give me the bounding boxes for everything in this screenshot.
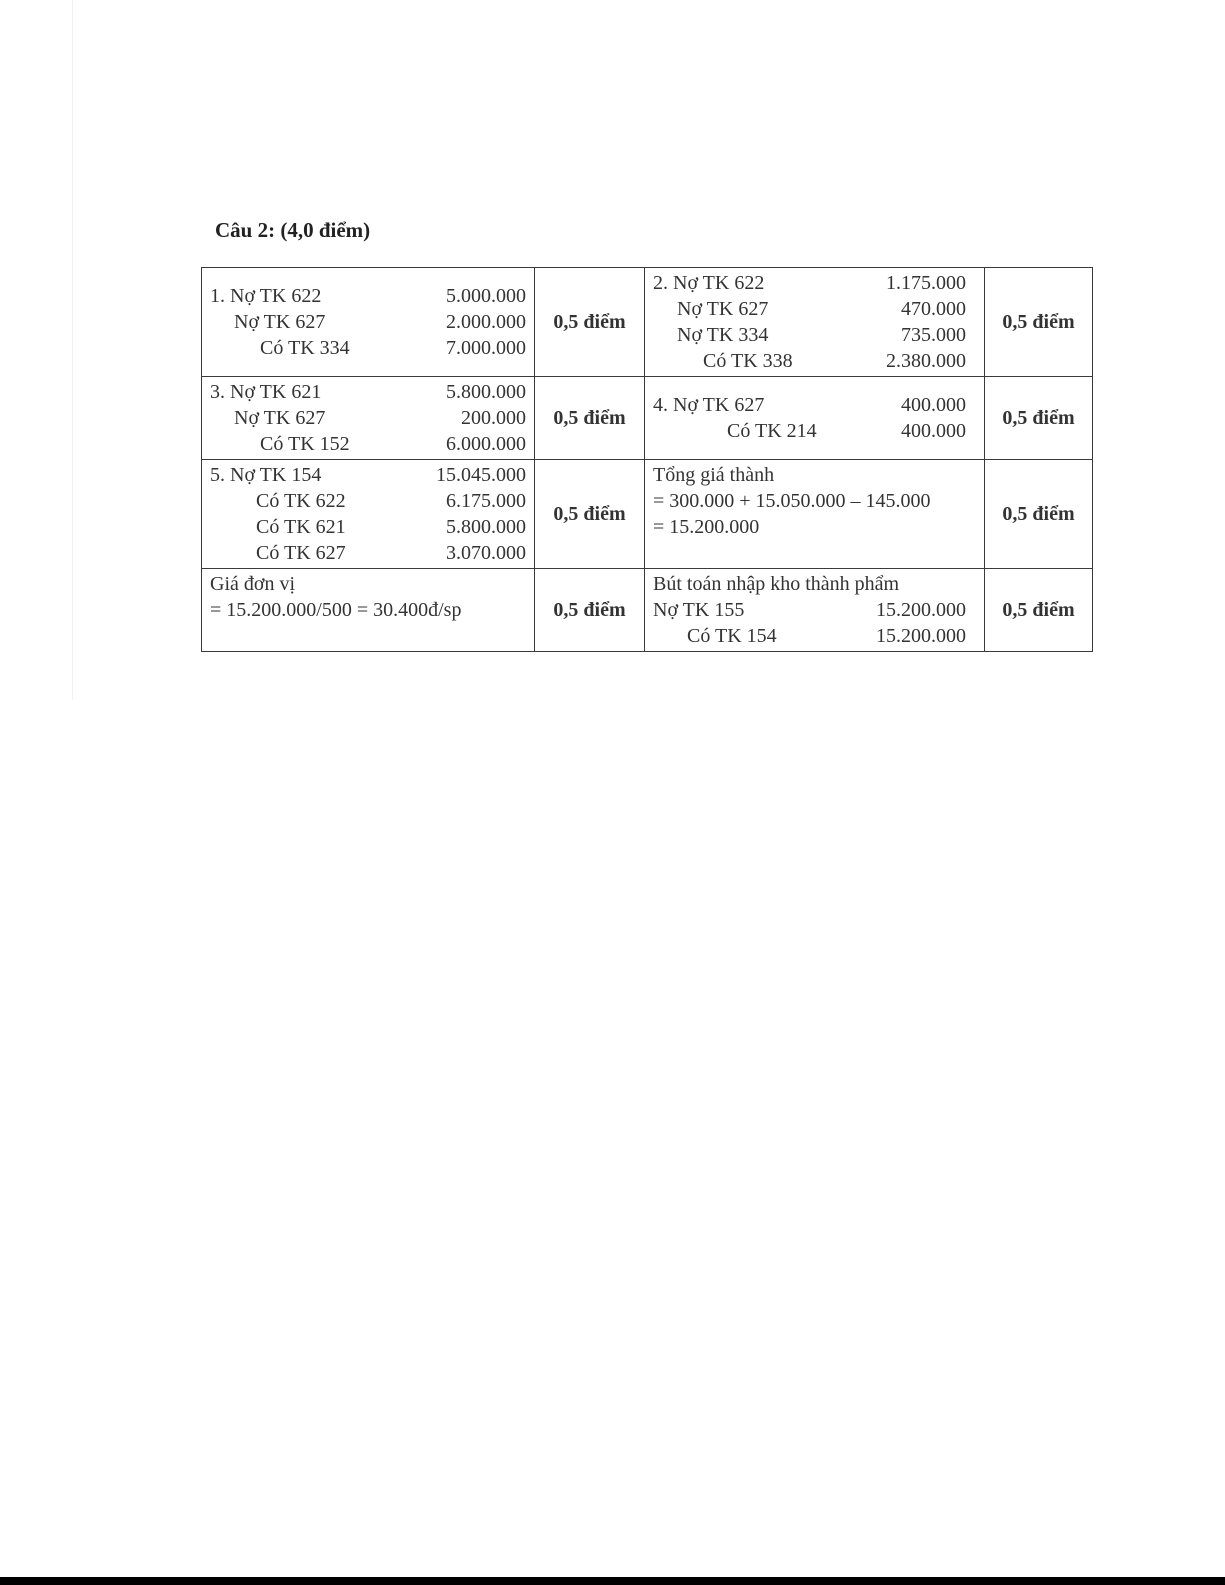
score-cell: 0,5 điểm — [535, 460, 645, 569]
entry-line — [653, 270, 978, 296]
amount-value: 200.000 — [461, 407, 526, 429]
amount-value: 2.000.000 — [446, 311, 526, 333]
amount-value: 1.175.000 — [886, 272, 966, 294]
entry-line — [210, 405, 528, 431]
amount-value: 5.800.000 — [446, 516, 526, 538]
entry-3-cell — [202, 377, 535, 460]
amount-value: 6.175.000 — [446, 490, 526, 512]
account-label: Có TK 627 — [256, 542, 346, 564]
entry-5-cell — [202, 460, 535, 569]
amount-value: 2.380.000 — [886, 350, 966, 372]
amount-value: 15.045.000 — [436, 464, 526, 486]
entry-line — [210, 462, 528, 488]
account-label: Nợ TK 334 — [677, 324, 769, 346]
table-row — [202, 268, 1093, 377]
entry-line — [653, 322, 978, 348]
amount-value: 15.200.000 — [876, 599, 966, 621]
total-cost-result: = 15.200.000 — [653, 516, 760, 538]
entry-1-cell — [202, 268, 535, 377]
score-cell: 0,5 điểm — [535, 377, 645, 460]
unit-price-label: Giá đơn vị — [210, 573, 296, 595]
total-cost-cell — [645, 460, 985, 569]
account-label: 4. Nợ TK 627 — [653, 394, 765, 416]
account-label: 2. Nợ TK 622 — [653, 272, 765, 294]
table-row — [202, 569, 1093, 652]
entry-line — [210, 488, 528, 514]
warehouse-entry-label: Bút toán nhập kho thành phẩm — [653, 573, 900, 595]
amount-value: 3.070.000 — [446, 542, 526, 564]
amount-value: 735.000 — [901, 324, 966, 346]
score-cell: 0,5 điểm — [985, 460, 1093, 569]
account-label: Có TK 622 — [256, 490, 346, 512]
account-label: Nợ TK 627 — [677, 298, 769, 320]
entry-line — [210, 431, 528, 457]
score-cell: 0,5 điểm — [985, 268, 1093, 377]
entry-line — [210, 283, 528, 309]
entry-4-cell — [645, 377, 985, 460]
account-label: Có TK 621 — [256, 516, 346, 538]
amount-value: 400.000 — [901, 394, 966, 416]
entry-line — [210, 335, 528, 361]
account-label: Nợ TK 627 — [234, 311, 326, 333]
entry-line — [653, 597, 978, 623]
table-row — [202, 377, 1093, 460]
amount-value: 5.000.000 — [446, 285, 526, 307]
amount-value: 7.000.000 — [446, 337, 526, 359]
entry-2-cell — [645, 268, 985, 377]
amount-value: 6.000.000 — [446, 433, 526, 455]
scan-bottom-edge — [0, 1577, 1225, 1585]
account-label: 1. Nợ TK 622 — [210, 285, 322, 307]
account-label: Có TK 154 — [687, 625, 777, 647]
entry-line — [653, 418, 978, 444]
total-cost-formula: = 300.000 + 15.050.000 – 145.000 — [653, 490, 931, 512]
score-cell: 0,5 điểm — [985, 377, 1093, 460]
entry-line — [653, 348, 978, 374]
account-label: Có TK 338 — [703, 350, 793, 372]
amount-value: 15.200.000 — [876, 625, 966, 647]
account-label: Nợ TK 627 — [234, 407, 326, 429]
entry-line — [210, 309, 528, 335]
table-row — [202, 460, 1093, 569]
warehouse-entry-cell — [645, 569, 985, 652]
entry-line — [210, 514, 528, 540]
account-label: Có TK 334 — [260, 337, 350, 359]
total-cost-label: Tổng giá thành — [653, 464, 775, 486]
amount-value: 400.000 — [901, 420, 966, 442]
entry-line — [653, 623, 978, 649]
amount-value: 470.000 — [901, 298, 966, 320]
question-heading: Câu 2: (4,0 điểm) — [215, 218, 371, 242]
account-label: Có TK 152 — [260, 433, 350, 455]
score-cell: 0,5 điểm — [535, 569, 645, 652]
entry-line — [210, 379, 528, 405]
account-label: 3. Nợ TK 621 — [210, 381, 322, 403]
account-label: 5. Nợ TK 154 — [210, 464, 322, 486]
unit-price-cell — [202, 569, 535, 652]
amount-value: 5.800.000 — [446, 381, 526, 403]
answer-table — [201, 267, 1093, 652]
scan-edge — [72, 0, 73, 700]
account-label: Có TK 214 — [727, 420, 817, 442]
score-cell: 0,5 điểm — [985, 569, 1093, 652]
entry-line — [653, 296, 978, 322]
unit-price-formula: = 15.200.000/500 = 30.400đ/sp — [210, 599, 462, 621]
account-label: Nợ TK 155 — [653, 599, 745, 621]
entry-line — [653, 392, 978, 418]
entry-line — [210, 540, 528, 566]
score-cell: 0,5 điểm — [535, 268, 645, 377]
